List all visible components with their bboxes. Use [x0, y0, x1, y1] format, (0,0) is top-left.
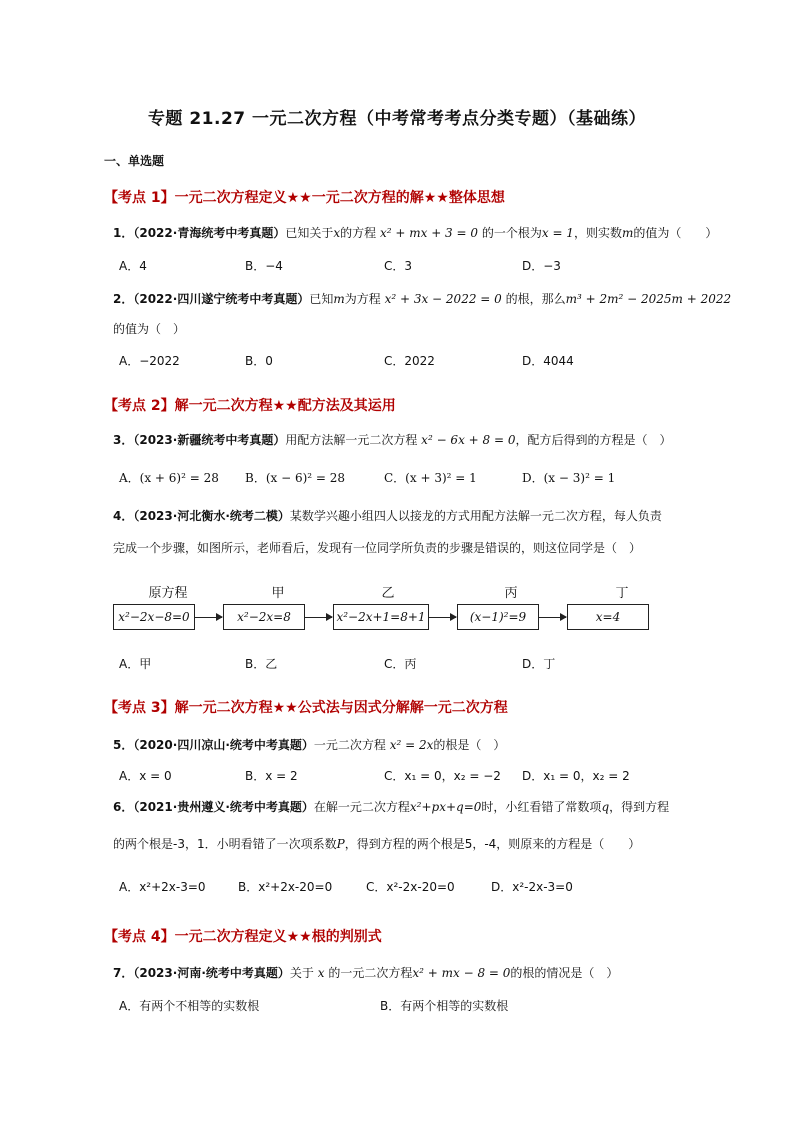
- q7-source: （2023·河南·统考中考真题）: [133, 966, 290, 980]
- q1-text-e: 的值为（ ）: [633, 226, 718, 240]
- diagram-label-bing: 丙: [504, 586, 518, 601]
- q2-text-c: 的根，那么: [505, 292, 566, 306]
- q1-text-c: 的一个根为: [481, 226, 542, 240]
- q4-option-d[interactable]: D．丁: [522, 657, 556, 671]
- q5-option-d[interactable]: D．x₁ = 0，x₂ = 2: [522, 769, 630, 783]
- q1-text-a: 已知关于: [285, 226, 334, 240]
- diagram-label-ding: 丁: [615, 586, 629, 601]
- q7-text-b: 的一元二次方程: [328, 966, 413, 980]
- q2-option-d[interactable]: D．4044: [522, 354, 574, 368]
- diagram-box-ding: x=4: [567, 604, 649, 630]
- q5-number: 5．: [113, 738, 134, 752]
- q3-text-a: 用配方法解一元二次方程: [285, 433, 418, 447]
- q6-source: （2021·贵州遵义·统考中考真题）: [133, 800, 314, 814]
- q1-equation: x² + mx + 3 = 0: [379, 226, 479, 240]
- q4-number: 4．: [113, 509, 134, 523]
- diagram-box-bing: (x−1)²=9: [457, 604, 539, 630]
- q5-text-b: 的根是（ ）: [433, 738, 506, 752]
- q6-line-2-text: 的两个根是-3，1．小明看错了一次项系数: [113, 837, 337, 851]
- q3-equation: x² − 6x + 8 = 0: [421, 433, 516, 447]
- q3-source: （2023·新疆统考中考真题）: [133, 433, 286, 447]
- q5-text-a: 一元二次方程: [313, 738, 386, 752]
- q2-option-b[interactable]: B．0: [245, 354, 273, 368]
- arrow-right-icon: [538, 617, 566, 618]
- q1-source: （2022·青海统考中考真题）: [133, 226, 286, 240]
- q2-text-b: 为方程: [344, 292, 381, 306]
- question-1: [113, 225, 717, 241]
- q7-option-b[interactable]: B．有两个相等的实数根: [380, 999, 509, 1013]
- question-6: [113, 799, 669, 815]
- question-7: [113, 965, 618, 981]
- q2-equation: x² + 3x − 2022 = 0: [384, 292, 502, 306]
- diagram-box-jia: x²−2x=8: [223, 604, 305, 630]
- q1-number: 1．: [113, 226, 134, 240]
- q6-var-p: P: [336, 837, 345, 851]
- q5-option-c[interactable]: C．x₁ = 0，x₂ = −2: [384, 769, 501, 783]
- q1-var-x: x: [333, 226, 341, 240]
- q1-text-b: 的方程: [340, 226, 377, 240]
- q7-equation: x² + mx − 8 = 0: [412, 966, 511, 980]
- arrow-right-icon: [428, 617, 456, 618]
- q1-option-a[interactable]: A．4: [119, 259, 147, 273]
- q6-line-2: [113, 836, 640, 852]
- q4-text-a: 某数学兴趣小组四人以接龙的方式用配方法解一元二次方程，每人负责: [289, 509, 662, 523]
- q4-line-2: 完成一个步骤，如图所示，老师看后，发现有一位同学所负责的步骤是错误的，则这位同学是（ ）: [113, 541, 642, 555]
- q5-equation: x² = 2x: [389, 738, 434, 752]
- q7-number: 7．: [113, 966, 134, 980]
- question-5: [113, 737, 505, 753]
- q3-option-a[interactable]: A．(x + 6)² = 28: [119, 471, 219, 485]
- arrow-right-icon: [304, 617, 332, 618]
- diagram-box-original: x²−2x−8=0: [113, 604, 195, 630]
- q2-number: 2．: [113, 292, 134, 306]
- q2-line-2: 的值为（ ）: [113, 322, 186, 336]
- q2-source: （2022·四川遂宁统考中考真题）: [133, 292, 310, 306]
- q5-option-a[interactable]: A．x = 0: [119, 769, 172, 783]
- q3-text-b: ，配方后得到的方程是（ ）: [515, 433, 672, 447]
- q6-option-a[interactable]: A．x²+2x-3=0: [119, 880, 206, 894]
- q1-root: x = 1: [541, 226, 574, 240]
- q2-option-c[interactable]: C．2022: [384, 354, 435, 368]
- q1-option-c[interactable]: C．3: [384, 259, 413, 273]
- q6-option-d[interactable]: D．x²-2x-3=0: [491, 880, 573, 894]
- q6-text-b: 时，小红看错了常数项: [481, 800, 602, 814]
- kaodian-1-heading: 【考点 1】一元二次方程定义★★一元二次方程的解★★整体思想: [104, 190, 505, 206]
- q7-text-c: 的根的情况是（ ）: [510, 966, 619, 980]
- kaodian-4-heading: 【考点 4】一元二次方程定义★★根的判别式: [104, 929, 382, 945]
- q6-option-c[interactable]: C．x²-2x-20=0: [366, 880, 455, 894]
- q4-option-a[interactable]: A．甲: [119, 657, 152, 671]
- q6-text-c: ，得到方程: [609, 800, 670, 814]
- q5-option-b[interactable]: B．x = 2: [245, 769, 298, 783]
- question-2: [113, 291, 731, 307]
- q1-var-m: m: [621, 226, 634, 240]
- diagram-box-yi: x²−2x+1=8+1: [333, 604, 429, 630]
- q7-option-a[interactable]: A．有两个不相等的实数根: [119, 999, 260, 1013]
- diagram-label-yi: 乙: [381, 586, 395, 601]
- section-heading: 一、单选题: [104, 154, 165, 168]
- q3-option-d[interactable]: D．(x − 3)² = 1: [522, 471, 616, 485]
- q3-option-c[interactable]: C．(x + 3)² = 1: [384, 471, 477, 485]
- q1-option-d[interactable]: D．−3: [522, 259, 561, 273]
- q6-equation: x²+px+q=0: [409, 800, 482, 814]
- q4-option-b[interactable]: B．乙: [245, 657, 278, 671]
- q2-text-a: 已知: [309, 292, 334, 306]
- q6-number: 6．: [113, 800, 134, 814]
- q1-text-d: ，则实数: [573, 226, 622, 240]
- q2-option-a[interactable]: A．−2022: [119, 354, 180, 368]
- diagram-label-jia: 甲: [271, 586, 285, 601]
- kaodian-2-heading: 【考点 2】解一元二次方程★★配方法及其运用: [104, 398, 396, 414]
- question-4: [113, 508, 662, 524]
- diagram-label-original: 原方程: [148, 586, 188, 601]
- q3-option-b[interactable]: B．(x − 6)² = 28: [245, 471, 346, 485]
- q1-option-b[interactable]: B．−4: [245, 259, 283, 273]
- question-3: [113, 432, 672, 448]
- q2-var-m: m: [333, 292, 345, 306]
- q2-expression: m³ + 2m² − 2025m + 2022: [565, 292, 732, 306]
- kaodian-3-heading: 【考点 3】解一元二次方程★★公式法与因式分解解一元二次方程: [104, 700, 508, 716]
- q7-var-x: x: [317, 966, 325, 980]
- q6-text-a: 在解一元二次方程: [313, 800, 410, 814]
- q7-text-a: 关于: [289, 966, 314, 980]
- q3-number: 3．: [113, 433, 134, 447]
- page-title: 专题 21.27 一元二次方程（中考常考考点分类专题）（基础练）: [147, 109, 647, 129]
- arrow-right-icon: [194, 617, 222, 618]
- q4-option-c[interactable]: C．丙: [384, 657, 417, 671]
- q5-source: （2020·四川凉山·统考中考真题）: [133, 738, 314, 752]
- q6-option-b[interactable]: B．x²+2x-20=0: [238, 880, 333, 894]
- q6-line-2b-text: ，得到方程的两个根是5，-4，则原来的方程是（ ）: [344, 837, 641, 851]
- q6-var-q: q: [601, 800, 610, 814]
- q4-source: （2023·河北衡水·统考二模）: [133, 509, 290, 523]
